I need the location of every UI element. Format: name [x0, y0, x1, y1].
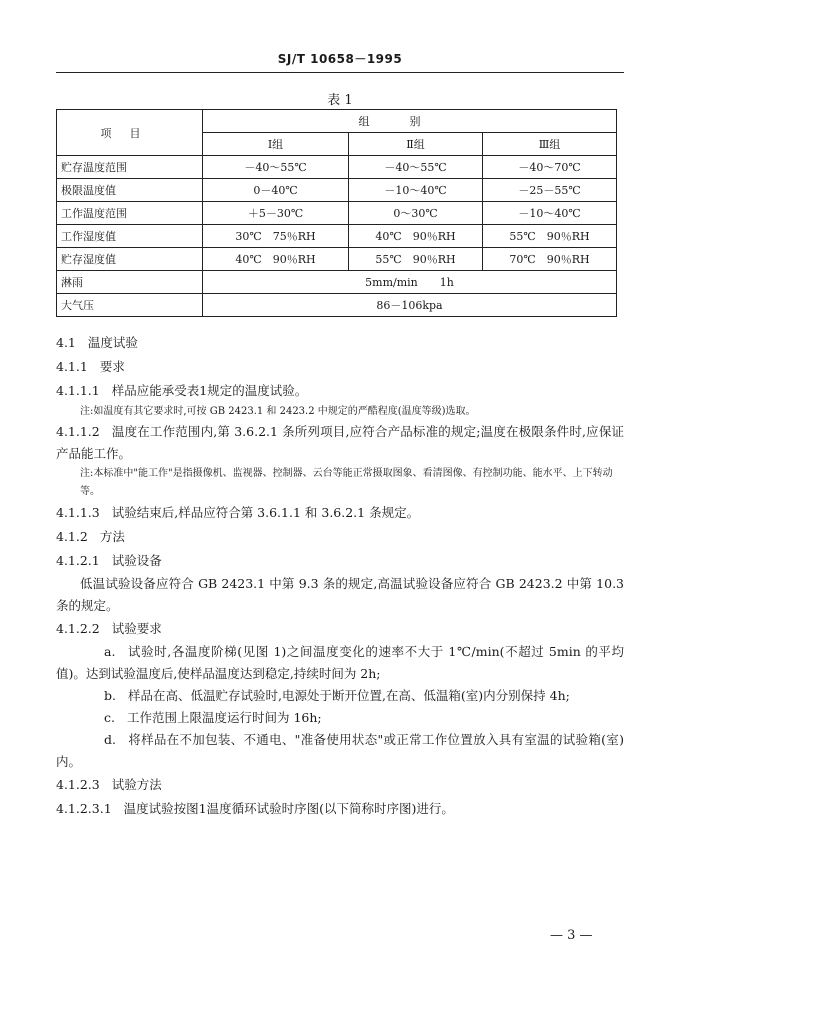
item-text: 样品在高、低温贮存试验时,电源处于断开位置,在高、低温箱(室)内分别保持 4h; [127, 688, 570, 703]
clause [56, 421, 624, 465]
item-marker: b. [104, 688, 116, 703]
item-marker: d. [104, 732, 116, 747]
cell: ＋5－30℃ [203, 202, 349, 225]
table-header-row [57, 110, 617, 133]
row-label: 工作温度范围 [57, 202, 203, 225]
section-heading [56, 617, 624, 641]
cell: 40℃ 90％RH [203, 248, 349, 271]
cell: －25－55℃ [483, 179, 617, 202]
cell: －40～55℃ [203, 156, 349, 179]
clause [56, 501, 624, 525]
section-heading [56, 331, 624, 355]
list-item [56, 641, 624, 685]
clause [56, 797, 624, 821]
clause-number: 4.1.2.3.1 [56, 801, 112, 816]
header-group: 组别 [203, 110, 617, 133]
item-marker: c. [104, 710, 115, 725]
cell: 40℃ 90％RH [349, 225, 483, 248]
section-number: 4.1.2.2 [56, 621, 100, 636]
cell: 30℃ 75％RH [203, 225, 349, 248]
header-rule [56, 72, 624, 73]
row-label: 工作湿度值 [57, 225, 203, 248]
section-title: 试验要求 [111, 621, 162, 636]
table-title: 表 1 [327, 93, 353, 108]
cell: －40～55℃ [349, 156, 483, 179]
clause-text: 试验结束后,样品应符合第 3.6.1.1 和 3.6.2.1 条规定。 [111, 505, 420, 520]
cell: －10～40℃ [349, 179, 483, 202]
section-number: 4.1.2.1 [56, 553, 100, 568]
table-row [57, 271, 617, 294]
item-text: 将样品在不加包装、不通电、"准备使用状态"或正常工作位置放入具有室温的试验箱(室)内。 [56, 732, 624, 769]
paragraph: 低温试验设备应符合 GB 2423.1 中第 9.3 条的规定,高温试验设备应符合 GB 2423.2 中第 10.3 条的规定。 [56, 576, 624, 613]
cell: 55℃ 90％RH [349, 248, 483, 271]
section-number: 4.1.1 [56, 359, 88, 374]
list-item [56, 685, 624, 707]
clause-number: 4.1.1.2 [56, 424, 100, 439]
row-label: 淋雨 [57, 271, 203, 294]
item-text: 试验时,各温度阶梯(见图 1)之间温度变化的速率不大于 1℃/min(不超过 5min 的平均值)。达到试验温度后,使样品温度达到稳定,持续时间为 2h; [56, 644, 624, 681]
note: 注:如温度有其它要求时,可按 GB 2423.1 和 2423.2 中规定的严酷程度(温度等级)选取。 [80, 406, 476, 417]
table-row [57, 248, 617, 271]
section-heading [56, 549, 624, 573]
cell: 55℃ 90％RH [483, 225, 617, 248]
header-group-3: Ⅲ组 [483, 133, 617, 156]
section-number: 4.1.2.3 [56, 777, 100, 792]
section-title: 要求 [99, 359, 125, 374]
header-item: 项目 [57, 110, 203, 156]
item-marker: a. [104, 644, 116, 659]
row-label: 贮存湿度值 [57, 248, 203, 271]
section-title: 温度试验 [87, 335, 138, 350]
clause-text: 温度在工作范围内,第 3.6.2.1 条所列项目,应符合产品标准的规定;温度在极限条件时,应保证产品能工作。 [56, 424, 624, 461]
cell: 5mm/min 1h [203, 271, 617, 294]
clause-number: 4.1.1.3 [56, 505, 100, 520]
section-title: 试验方法 [111, 777, 162, 792]
standard-code: SJ/T 10658－1995 [277, 52, 403, 66]
clause-number: 4.1.1.1 [56, 383, 100, 398]
row-label: 大气压 [57, 294, 203, 317]
table-row [57, 202, 617, 225]
note: 注:本标准中"能工作"是指摄像机、监视器、控制器、云台等能正常摄取图象、看清图像、有控制功能、能水平、上下转动等。 [80, 468, 613, 497]
page-number: — 3 — [550, 928, 593, 943]
item-text: 工作范围上限温度运行时间为 16h; [126, 710, 322, 725]
cell: 0－40℃ [203, 179, 349, 202]
header-group-1: Ⅰ组 [203, 133, 349, 156]
body-content [56, 331, 624, 821]
section-heading [56, 525, 624, 549]
cell: 86－106kpa [203, 294, 617, 317]
section-heading [56, 773, 624, 797]
section-number: 4.1.2 [56, 529, 88, 544]
cell: －10～40℃ [483, 202, 617, 225]
header-group-2: Ⅱ组 [349, 133, 483, 156]
table-row [57, 294, 617, 317]
cell: －40～70℃ [483, 156, 617, 179]
row-label: 极限温度值 [57, 179, 203, 202]
list-item [56, 707, 624, 729]
section-title: 方法 [99, 529, 125, 544]
list-item [56, 729, 624, 773]
section-heading [56, 355, 624, 379]
cell: 0～30℃ [349, 202, 483, 225]
clause-text: 样品应能承受表1规定的温度试验。 [111, 383, 308, 398]
clause-text: 温度试验按图1温度循环试验时序图(以下简称时序图)进行。 [123, 801, 454, 816]
table-row [57, 156, 617, 179]
section-title: 试验设备 [111, 553, 162, 568]
table-row [57, 225, 617, 248]
cell: 70℃ 90％RH [483, 248, 617, 271]
clause [56, 379, 624, 403]
table-row [57, 179, 617, 202]
spec-table [56, 109, 617, 317]
section-number: 4.1 [56, 335, 76, 350]
row-label: 贮存温度范围 [57, 156, 203, 179]
